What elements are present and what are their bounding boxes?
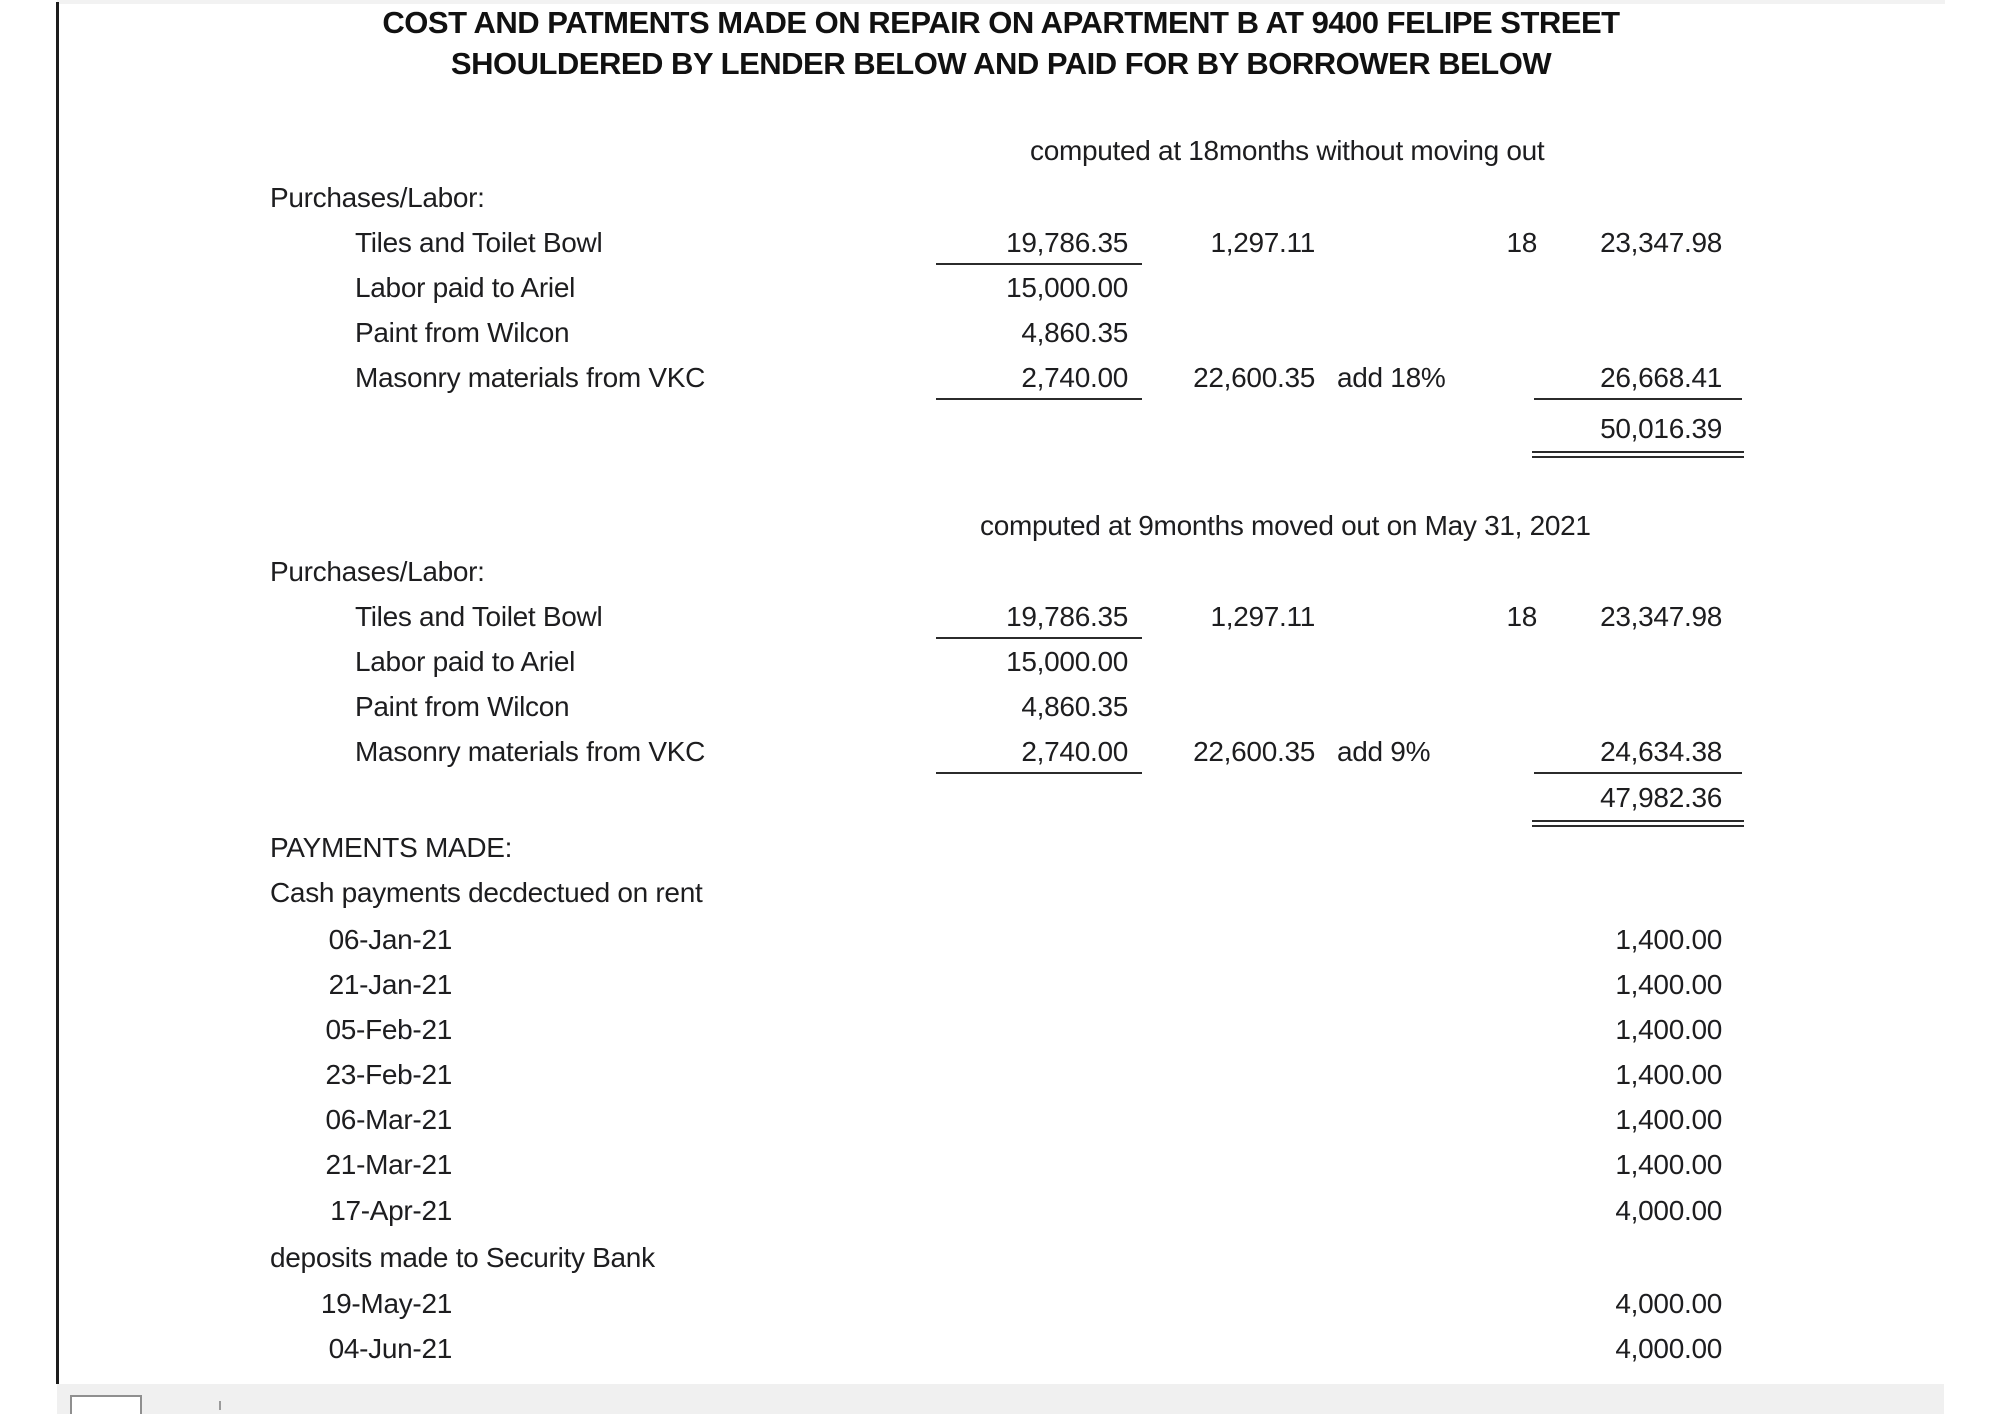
- payment-amount: 1,400.00: [1615, 1059, 1722, 1090]
- item-label: Paint from Wilcon: [355, 317, 570, 348]
- item-label: Tiles and Toilet Bowl: [355, 601, 603, 632]
- payment-row: [0, 924, 2000, 960]
- item-amount: 4,860.35: [1021, 317, 1128, 348]
- payment-row: [0, 969, 2000, 1005]
- item-amount: 15,000.00: [1006, 272, 1128, 303]
- payment-date: 19-May-21: [320, 1288, 452, 1319]
- underline: [936, 772, 1142, 774]
- underline: [936, 398, 1142, 400]
- table-row: [0, 736, 2000, 772]
- item-amount: 2,740.00: [1021, 736, 1128, 767]
- total-row: [0, 413, 2000, 449]
- payment-amount: 1,400.00: [1615, 969, 1722, 1000]
- payment-date: 06-Mar-21: [325, 1104, 452, 1135]
- item-label: Labor paid to Ariel: [355, 272, 576, 303]
- bottom-bar: [57, 1384, 1944, 1414]
- purchases-labor-label: Purchases/Labor:: [270, 182, 485, 213]
- add-percent-note: add 18%: [1337, 362, 1446, 393]
- item-amount: 19,786.35: [1006, 227, 1128, 258]
- payment-date: 21-Mar-21: [325, 1149, 452, 1180]
- payment-row: [0, 1195, 2000, 1231]
- table-row: [0, 362, 2000, 398]
- table-row: [0, 646, 2000, 682]
- add-percent-note: add 9%: [1337, 736, 1431, 767]
- deposits-label-row: [0, 1242, 2000, 1278]
- payment-date: 23-Feb-21: [325, 1059, 452, 1090]
- item-result: 26,668.41: [1600, 362, 1722, 393]
- payment-row: [0, 1333, 2000, 1369]
- item-months: 18: [1506, 227, 1537, 258]
- group-label-row: [0, 556, 2000, 592]
- section-total: 50,016.39: [1600, 413, 1722, 444]
- payment-row: [0, 1014, 2000, 1050]
- table-row: [0, 317, 2000, 353]
- payment-amount: 4,000.00: [1615, 1288, 1722, 1319]
- item-monthly: 1,297.11: [1210, 227, 1315, 258]
- double-underline-bottom: [1532, 456, 1744, 458]
- table-row: [0, 227, 2000, 263]
- underline: [936, 637, 1142, 639]
- underline: [936, 263, 1142, 265]
- table-row: [0, 601, 2000, 637]
- item-label: Labor paid to Ariel: [355, 646, 576, 677]
- item-amount: 19,786.35: [1006, 601, 1128, 632]
- payment-date: 21-Jan-21: [328, 969, 452, 1000]
- payments-made-label: PAYMENTS MADE:: [270, 832, 513, 863]
- cash-payments-label-row: [0, 877, 2000, 913]
- table-row: [0, 272, 2000, 308]
- double-underline-top: [1532, 820, 1744, 822]
- payment-amount: 1,400.00: [1615, 1149, 1722, 1180]
- total-row: [0, 782, 2000, 818]
- item-subtotal: 22,600.35: [1193, 736, 1315, 767]
- item-amount: 15,000.00: [1006, 646, 1128, 677]
- document-title-line-2: SHOULDERED BY LENDER BELOW AND PAID FOR BY BORROWER BELOW: [450, 46, 1552, 81]
- deposits-label: deposits made to Security Bank: [270, 1242, 655, 1273]
- item-result: 24,634.38: [1600, 736, 1722, 767]
- payment-amount: 4,000.00: [1615, 1333, 1722, 1364]
- item-amount: 4,860.35: [1021, 691, 1128, 722]
- payment-row: [0, 1104, 2000, 1140]
- underline: [1534, 772, 1742, 774]
- double-underline-top: [1532, 451, 1744, 453]
- payment-row: [0, 1288, 2000, 1324]
- item-label: Masonry materials from VKC: [355, 736, 706, 767]
- payment-amount: 1,400.00: [1615, 1104, 1722, 1135]
- payment-amount: 4,000.00: [1615, 1195, 1722, 1226]
- item-subtotal: 22,600.35: [1193, 362, 1315, 393]
- payment-row: [0, 1149, 2000, 1185]
- item-label: Paint from Wilcon: [355, 691, 570, 722]
- section-9mo-heading: computed at 9months moved out on May 31, 2021: [980, 510, 1591, 541]
- item-result: 23,347.98: [1600, 227, 1722, 258]
- payment-amount: 1,400.00: [1615, 1014, 1722, 1045]
- payment-row: [0, 1059, 2000, 1095]
- document-title-line-1: COST AND PATMENTS MADE ON REPAIR ON APARTMENT B AT 9400 FELIPE STREET: [382, 5, 1620, 40]
- payments-heading-row: [0, 832, 2000, 868]
- table-row: [0, 691, 2000, 727]
- section-total: 47,982.36: [1600, 782, 1722, 813]
- page-top-edge: [57, 0, 1945, 4]
- payment-date: 05-Feb-21: [325, 1014, 452, 1045]
- section-heading-row: [0, 135, 2000, 171]
- item-result: 23,347.98: [1600, 601, 1722, 632]
- group-label-row: [0, 182, 2000, 218]
- section-heading-row: [0, 510, 2000, 546]
- cash-payments-label: Cash payments decdectued on rent: [270, 877, 703, 908]
- item-label: Tiles and Toilet Bowl: [355, 227, 603, 258]
- payment-date: 17-Apr-21: [330, 1195, 452, 1226]
- tick-mark: [219, 1401, 221, 1410]
- underline: [1534, 398, 1742, 400]
- payment-date: 04-Jun-21: [328, 1333, 452, 1364]
- payment-amount: 1,400.00: [1615, 924, 1722, 955]
- section-18mo-heading: computed at 18months without moving out: [1030, 135, 1545, 166]
- item-amount: 2,740.00: [1021, 362, 1128, 393]
- partial-box: [70, 1395, 142, 1414]
- item-monthly: 1,297.11: [1210, 601, 1315, 632]
- payment-date: 06-Jan-21: [328, 924, 452, 955]
- item-label: Masonry materials from VKC: [355, 362, 706, 393]
- double-underline-bottom: [1532, 825, 1744, 827]
- purchases-labor-label: Purchases/Labor:: [270, 556, 485, 587]
- item-months: 18: [1506, 601, 1537, 632]
